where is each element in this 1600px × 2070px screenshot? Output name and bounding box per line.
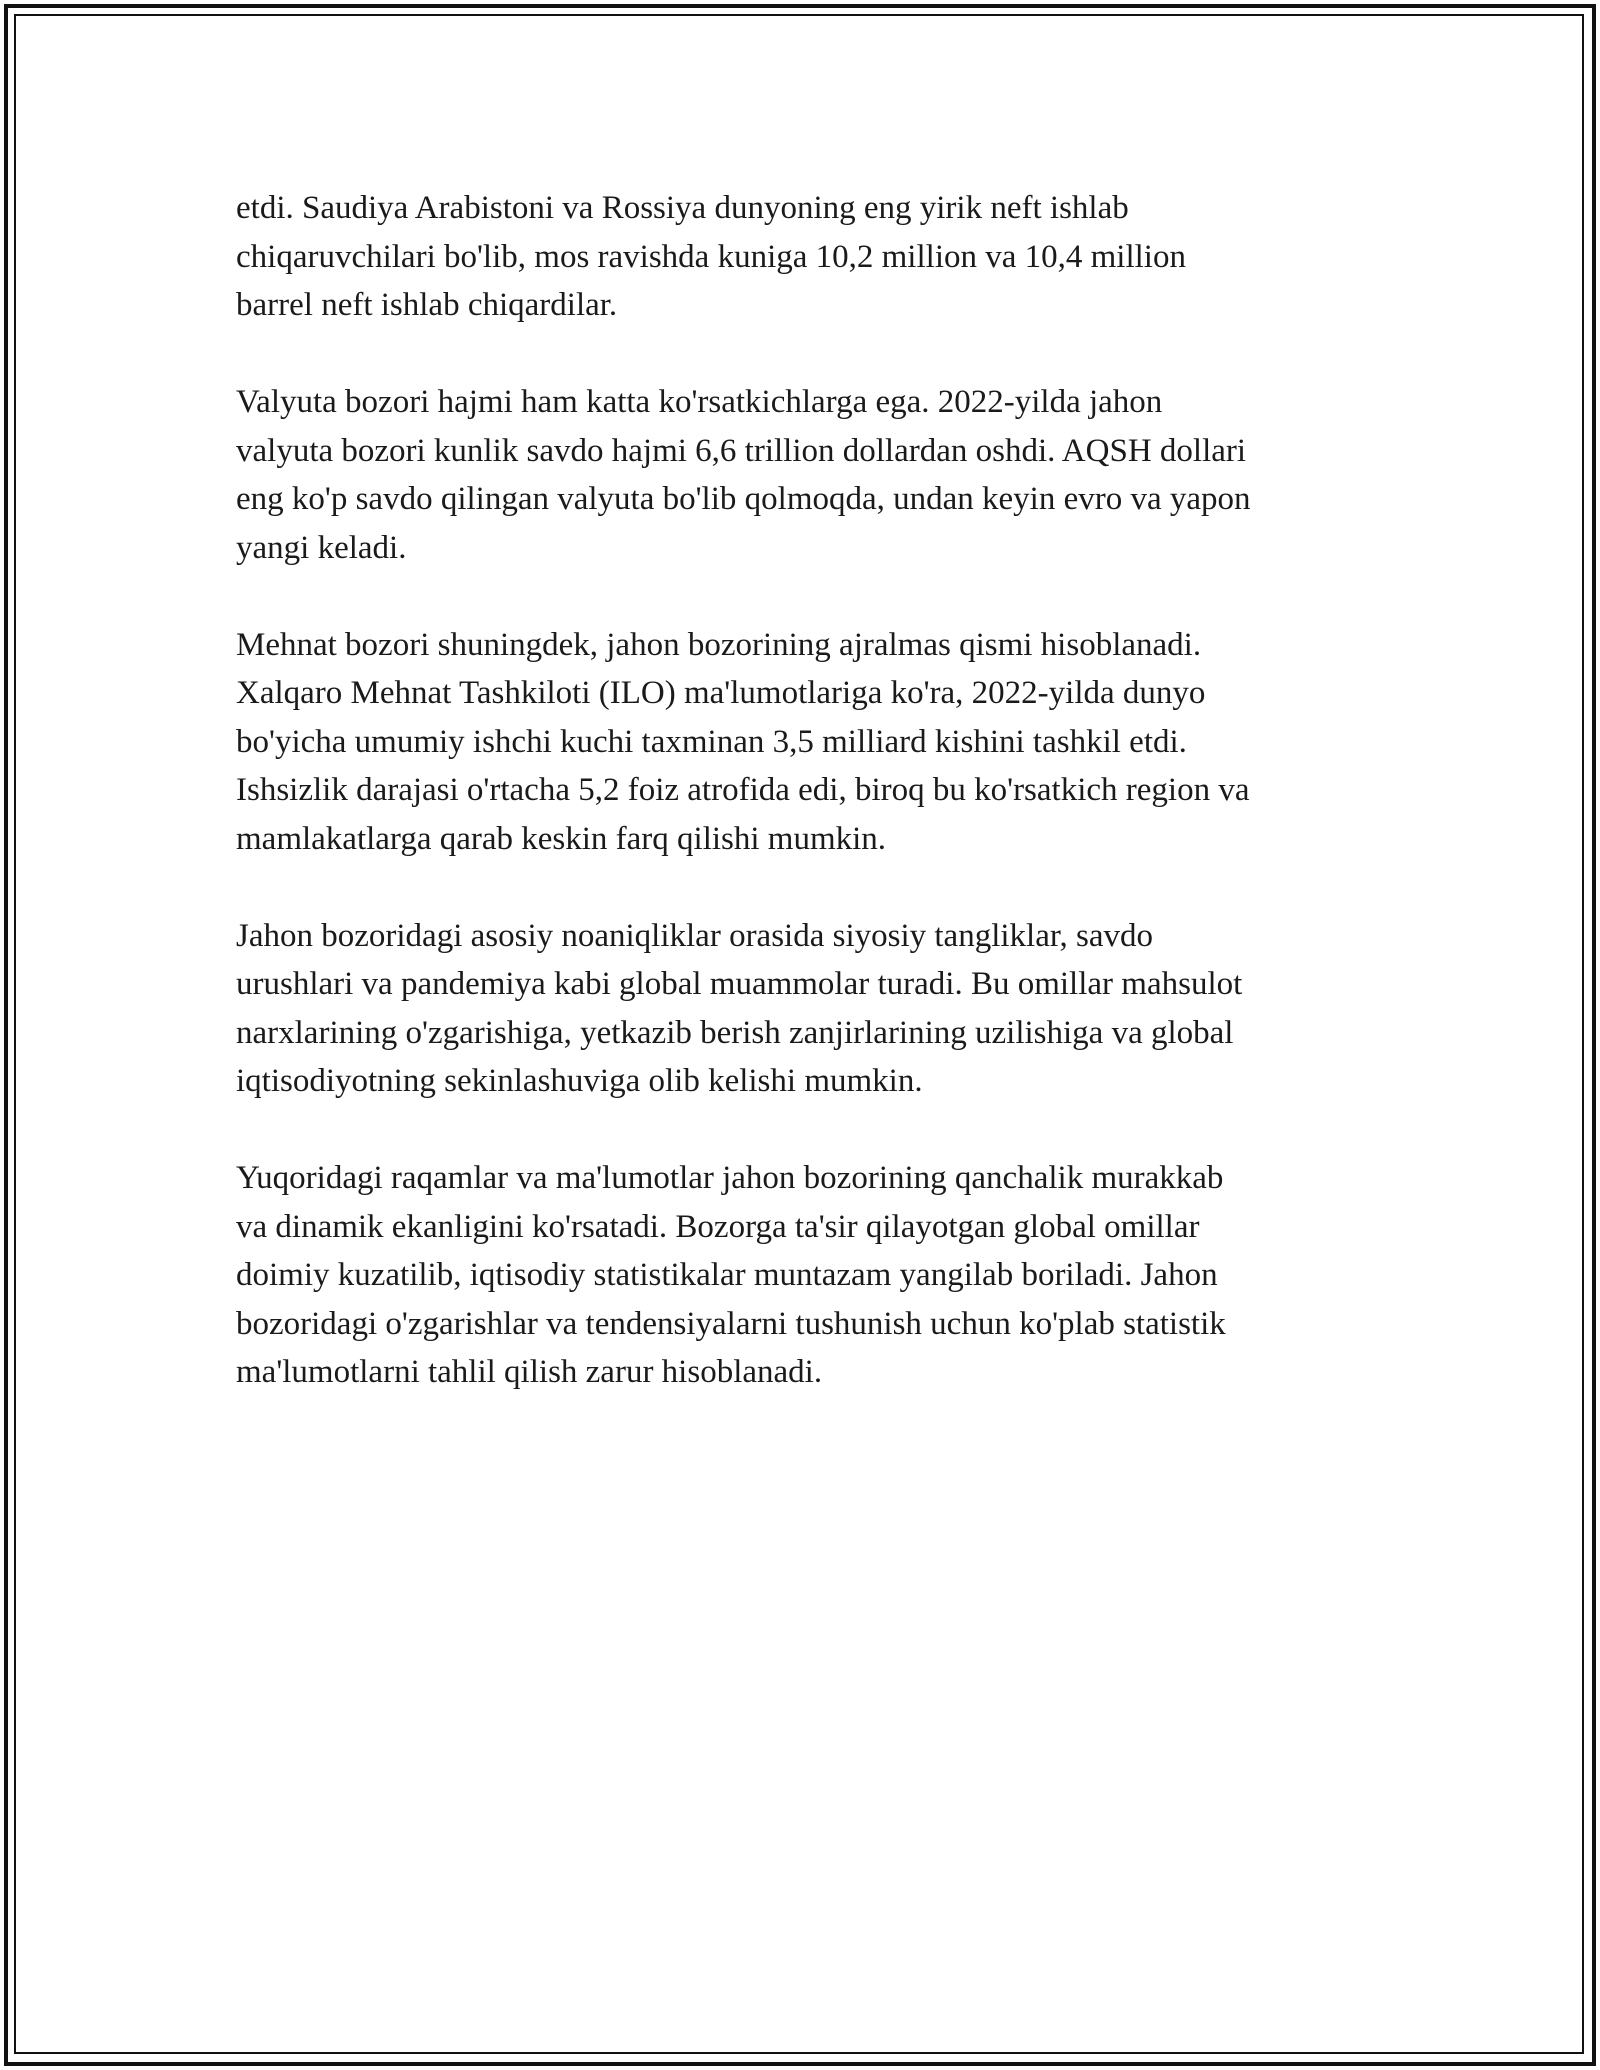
text-line: Valyuta bozori hajmi ham katta ko'rsatkichlarga ega. 2022-yilda jahon bbox=[236, 384, 1163, 420]
text-line: Mehnat bozori shuningdek, jahon bozorining ajralmas qismi hisoblanadi. bbox=[236, 626, 1202, 663]
paragraph-conclusion bbox=[236, 1154, 1376, 1397]
text-line: barrel neft ishlab chiqardilar. bbox=[236, 287, 618, 323]
text-line: urushlari va pandemiya kabi global muammolar turadi. Bu omillar mahsulot bbox=[236, 966, 1243, 1002]
text-line: doimiy kuzatilib, iqtisodiy statistikalar muntazam yangilab boriladi. Jahon bbox=[236, 1257, 1218, 1293]
document-body bbox=[236, 184, 1376, 1445]
paragraph-labor-market bbox=[236, 621, 1376, 864]
paragraph-oil-producers bbox=[236, 184, 1376, 330]
paragraph-currency-market bbox=[236, 378, 1376, 572]
text-line: Yuqoridagi raqamlar va ma'lumotlar jahon bozorining qanchalik murakkab bbox=[236, 1160, 1224, 1196]
text-line: chiqaruvchilari bo'lib, mos ravishda kuniga 10,2 million va 10,4 million bbox=[236, 238, 1186, 275]
text-line: mamlakatlarga qarab keskin farq qilishi mumkin. bbox=[236, 820, 887, 857]
text-line: ma'lumotlarni tahlil qilish zarur hisoblanadi. bbox=[236, 1354, 823, 1390]
text-line: va dinamik ekanligini ko'rsatadi. Bozorga ta'sir qilayotgan global omillar bbox=[236, 1208, 1200, 1245]
text-line: Ishsizlik darajasi o'rtacha 5,2 foiz atrofida edi, biroq bu ko'rsatkich region va bbox=[236, 772, 1250, 808]
text-line: yangi keladi. bbox=[236, 529, 407, 566]
text-line: valyuta bozori kunlik savdo hajmi 6,6 trillion dollardan oshdi. AQSH dollari bbox=[236, 432, 1247, 469]
text-line: bozoridagi o'zgarishlar va tendensiyalarni tushunish uchun ko'plab statistik bbox=[236, 1305, 1226, 1342]
text-line: etdi. Saudiya Arabistoni va Rossiya dunyoning eng yirik neft ishlab bbox=[236, 190, 1129, 226]
text-line: eng ko'p savdo qilingan valyuta bo'lib qolmoqda, undan keyin evro va yapon bbox=[236, 481, 1251, 517]
text-line: narxlarining o'zgarishiga, yetkazib berish zanjirlarining uzilishiga va global bbox=[236, 1014, 1234, 1051]
text-line: iqtisodiyotning sekinlashuviga olib kelishi mumkin. bbox=[236, 1063, 923, 1099]
paragraph-uncertainties bbox=[236, 912, 1376, 1106]
text-line: bo'yicha umumiy ishchi kuchi taxminan 3,5 milliard kishini tashkil etdi. bbox=[236, 723, 1187, 760]
text-line: Jahon bozoridagi asosiy noaniqliklar orasida siyosiy tangliklar, savdo bbox=[236, 917, 1154, 954]
text-line: Xalqaro Mehnat Tashkiloti (ILO) ma'lumotlariga ko'ra, 2022-yilda dunyo bbox=[236, 675, 1206, 711]
